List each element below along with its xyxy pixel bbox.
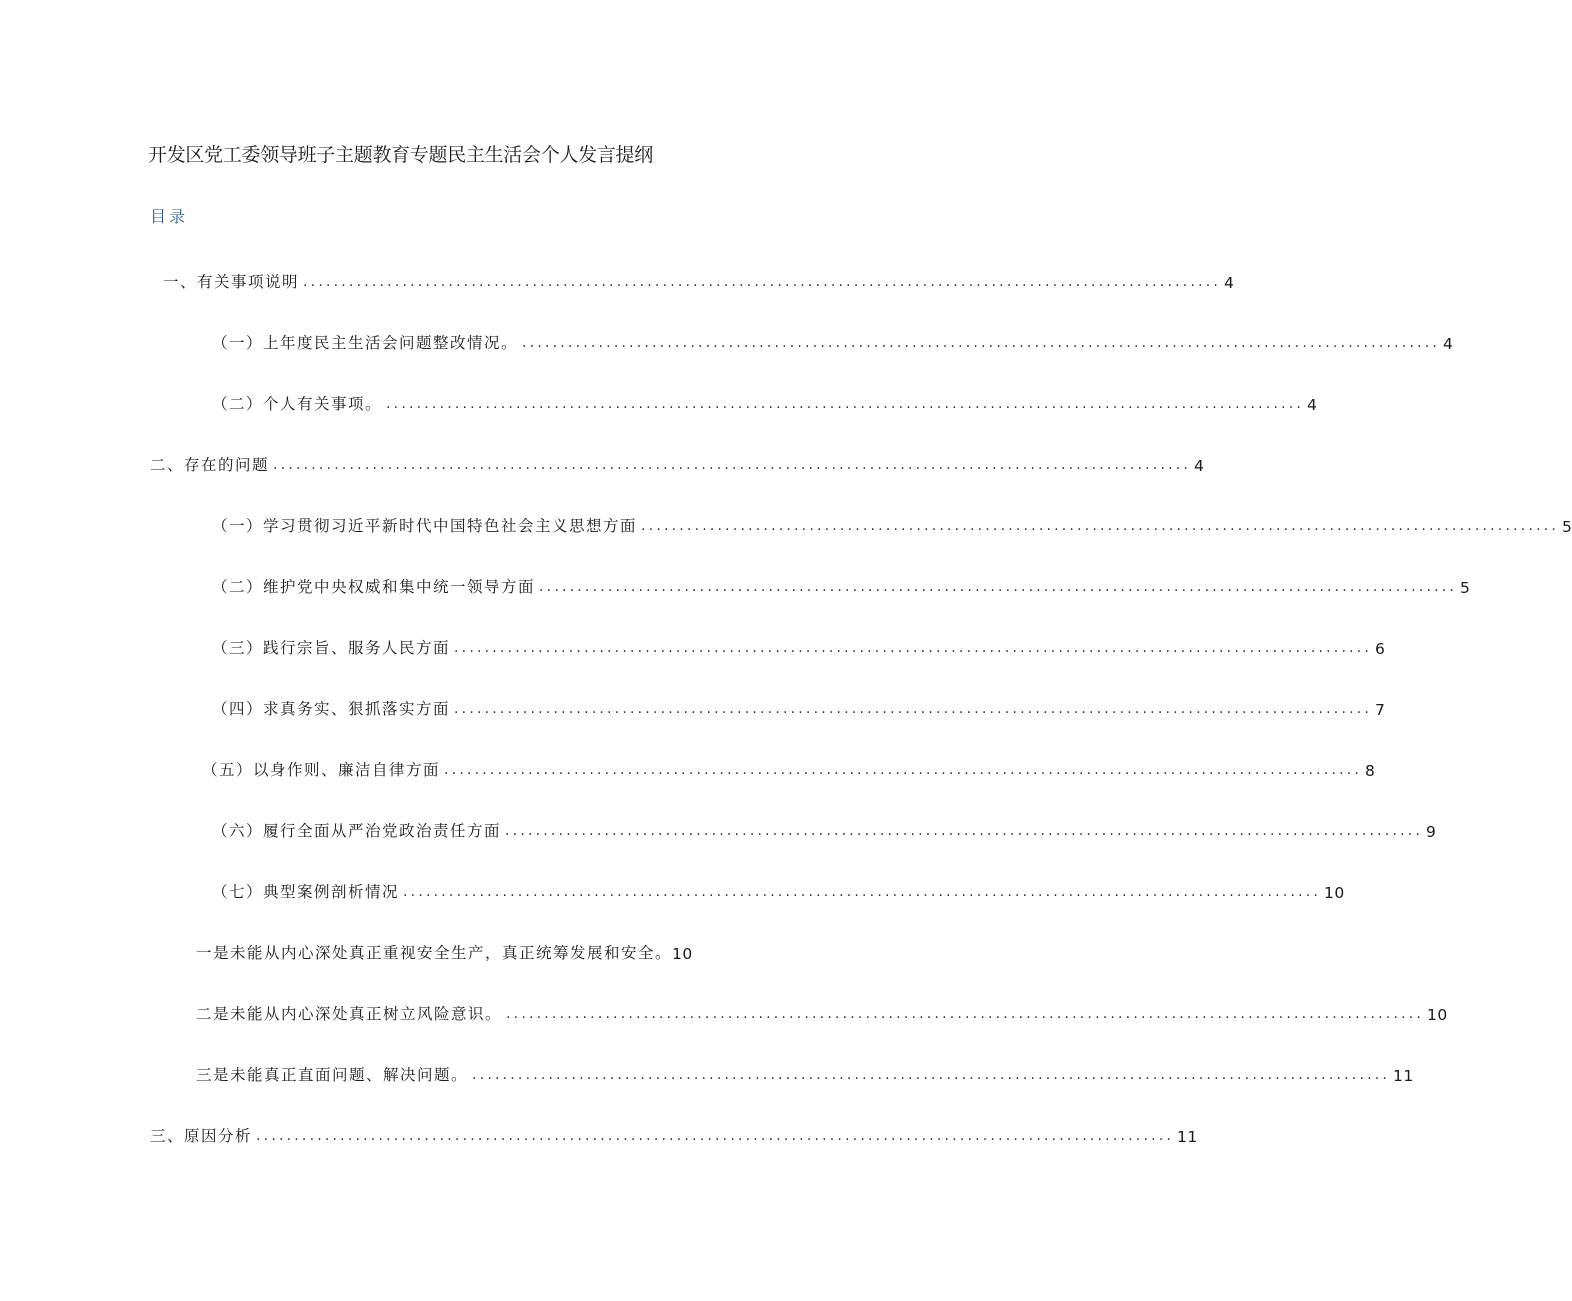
toc-entry-text: （四）求真务实、狠抓落实方面 [212,700,451,718]
toc-entry-text: （五）以身作则、廉洁自律方面 [202,761,441,779]
toc-entry[interactable] [150,449,1205,475]
dot-leader: ........................................................................................................................ [505,823,1424,839]
toc-page-number: 4 [1443,335,1454,353]
toc-page-number: 4 [1307,396,1318,414]
dot-leader: ........................................................................................................................ [641,518,1560,534]
toc-entry-text: 一是未能从内心深处真正重视安全生产，真正统筹发展和安全。 [196,944,673,962]
toc-page-number: 10 [672,945,693,963]
dot-leader: ........................................................................................................................ [472,1067,1391,1083]
dot-leader: ........................................................................................................................ [273,457,1192,473]
toc-entry-text: 一、有关事项说明 [163,273,300,291]
dot-leader: ........................................................................................................................ [454,640,1373,656]
toc-entry-text: 三是未能真正直面问题、解决问题。 [196,1066,469,1084]
toc-heading: 目录 [150,207,189,226]
dot-leader: ........................................................................................................................ [522,335,1441,351]
dot-leader: ........................................................................................................................ [303,274,1222,290]
dot-leader: ........................................................................................................................ [539,579,1458,595]
toc-entry-text: （二）个人有关事项。 [212,395,383,413]
toc-entry-text: （二）维护党中央权威和集中统一领导方面 [212,578,536,596]
toc-entry[interactable] [212,510,1572,536]
toc-entry[interactable] [212,571,1471,597]
dot-leader: ........................................................................................................................ [386,396,1305,412]
toc-page-number: 10 [1427,1006,1448,1024]
dot-leader: ........................................................................................................................ [444,762,1363,778]
toc-page-number: 4 [1194,457,1205,475]
toc-entry[interactable] [212,327,1454,353]
toc-entry[interactable] [212,876,1345,902]
toc-page-number: 11 [1393,1067,1414,1085]
dot-leader: ........................................................................................................................ [506,1006,1425,1022]
toc-entry[interactable] [212,693,1386,719]
toc-entry[interactable] [196,937,738,963]
toc-page-number: 5 [1562,518,1572,536]
toc-entry[interactable] [163,266,1235,292]
toc-entry[interactable] [196,998,1448,1024]
toc-entry-text: （六）履行全面从严治党政治责任方面 [212,822,502,840]
toc-entry[interactable] [196,1059,1414,1085]
document-title: 开发区党工委领导班子主题教育专题民主生活会个人发言提纲 [148,144,653,166]
toc-entry[interactable] [150,1120,1198,1146]
toc-entry-text: （一）学习贯彻习近平新时代中国特色社会主义思想方面 [212,517,638,535]
toc-page-number: 10 [1324,884,1345,902]
toc-page-number: 9 [1426,823,1437,841]
toc-page-number: 8 [1365,762,1376,780]
toc-entry[interactable] [212,815,1437,841]
toc-page-number: 7 [1375,701,1386,719]
toc-entry-text: （三）践行宗旨、服务人民方面 [212,639,451,657]
toc-entry-text: （一）上年度民主生活会问题整改情况。 [212,334,519,352]
dot-leader: ........................................................................................................................ [403,884,1322,900]
dot-leader: ........................................................................................................................ [256,1128,1175,1144]
toc-entry[interactable] [202,754,1376,780]
toc-entry-text: 三、原因分析 [150,1127,253,1145]
toc-page-number: 6 [1375,640,1386,658]
toc-page-number: 5 [1460,579,1471,597]
dot-leader: ........................................................................................................................ [454,701,1373,717]
toc-entry-text: （七）典型案例剖析情况 [212,883,400,901]
toc-entry-text: 二、存在的问题 [150,456,270,474]
toc-entry[interactable] [212,632,1386,658]
toc-page-number: 11 [1177,1128,1198,1146]
toc-entry[interactable] [212,388,1318,414]
toc-page-number: 4 [1224,274,1235,292]
toc-entry-text: 二是未能从内心深处真正树立风险意识。 [196,1005,503,1023]
